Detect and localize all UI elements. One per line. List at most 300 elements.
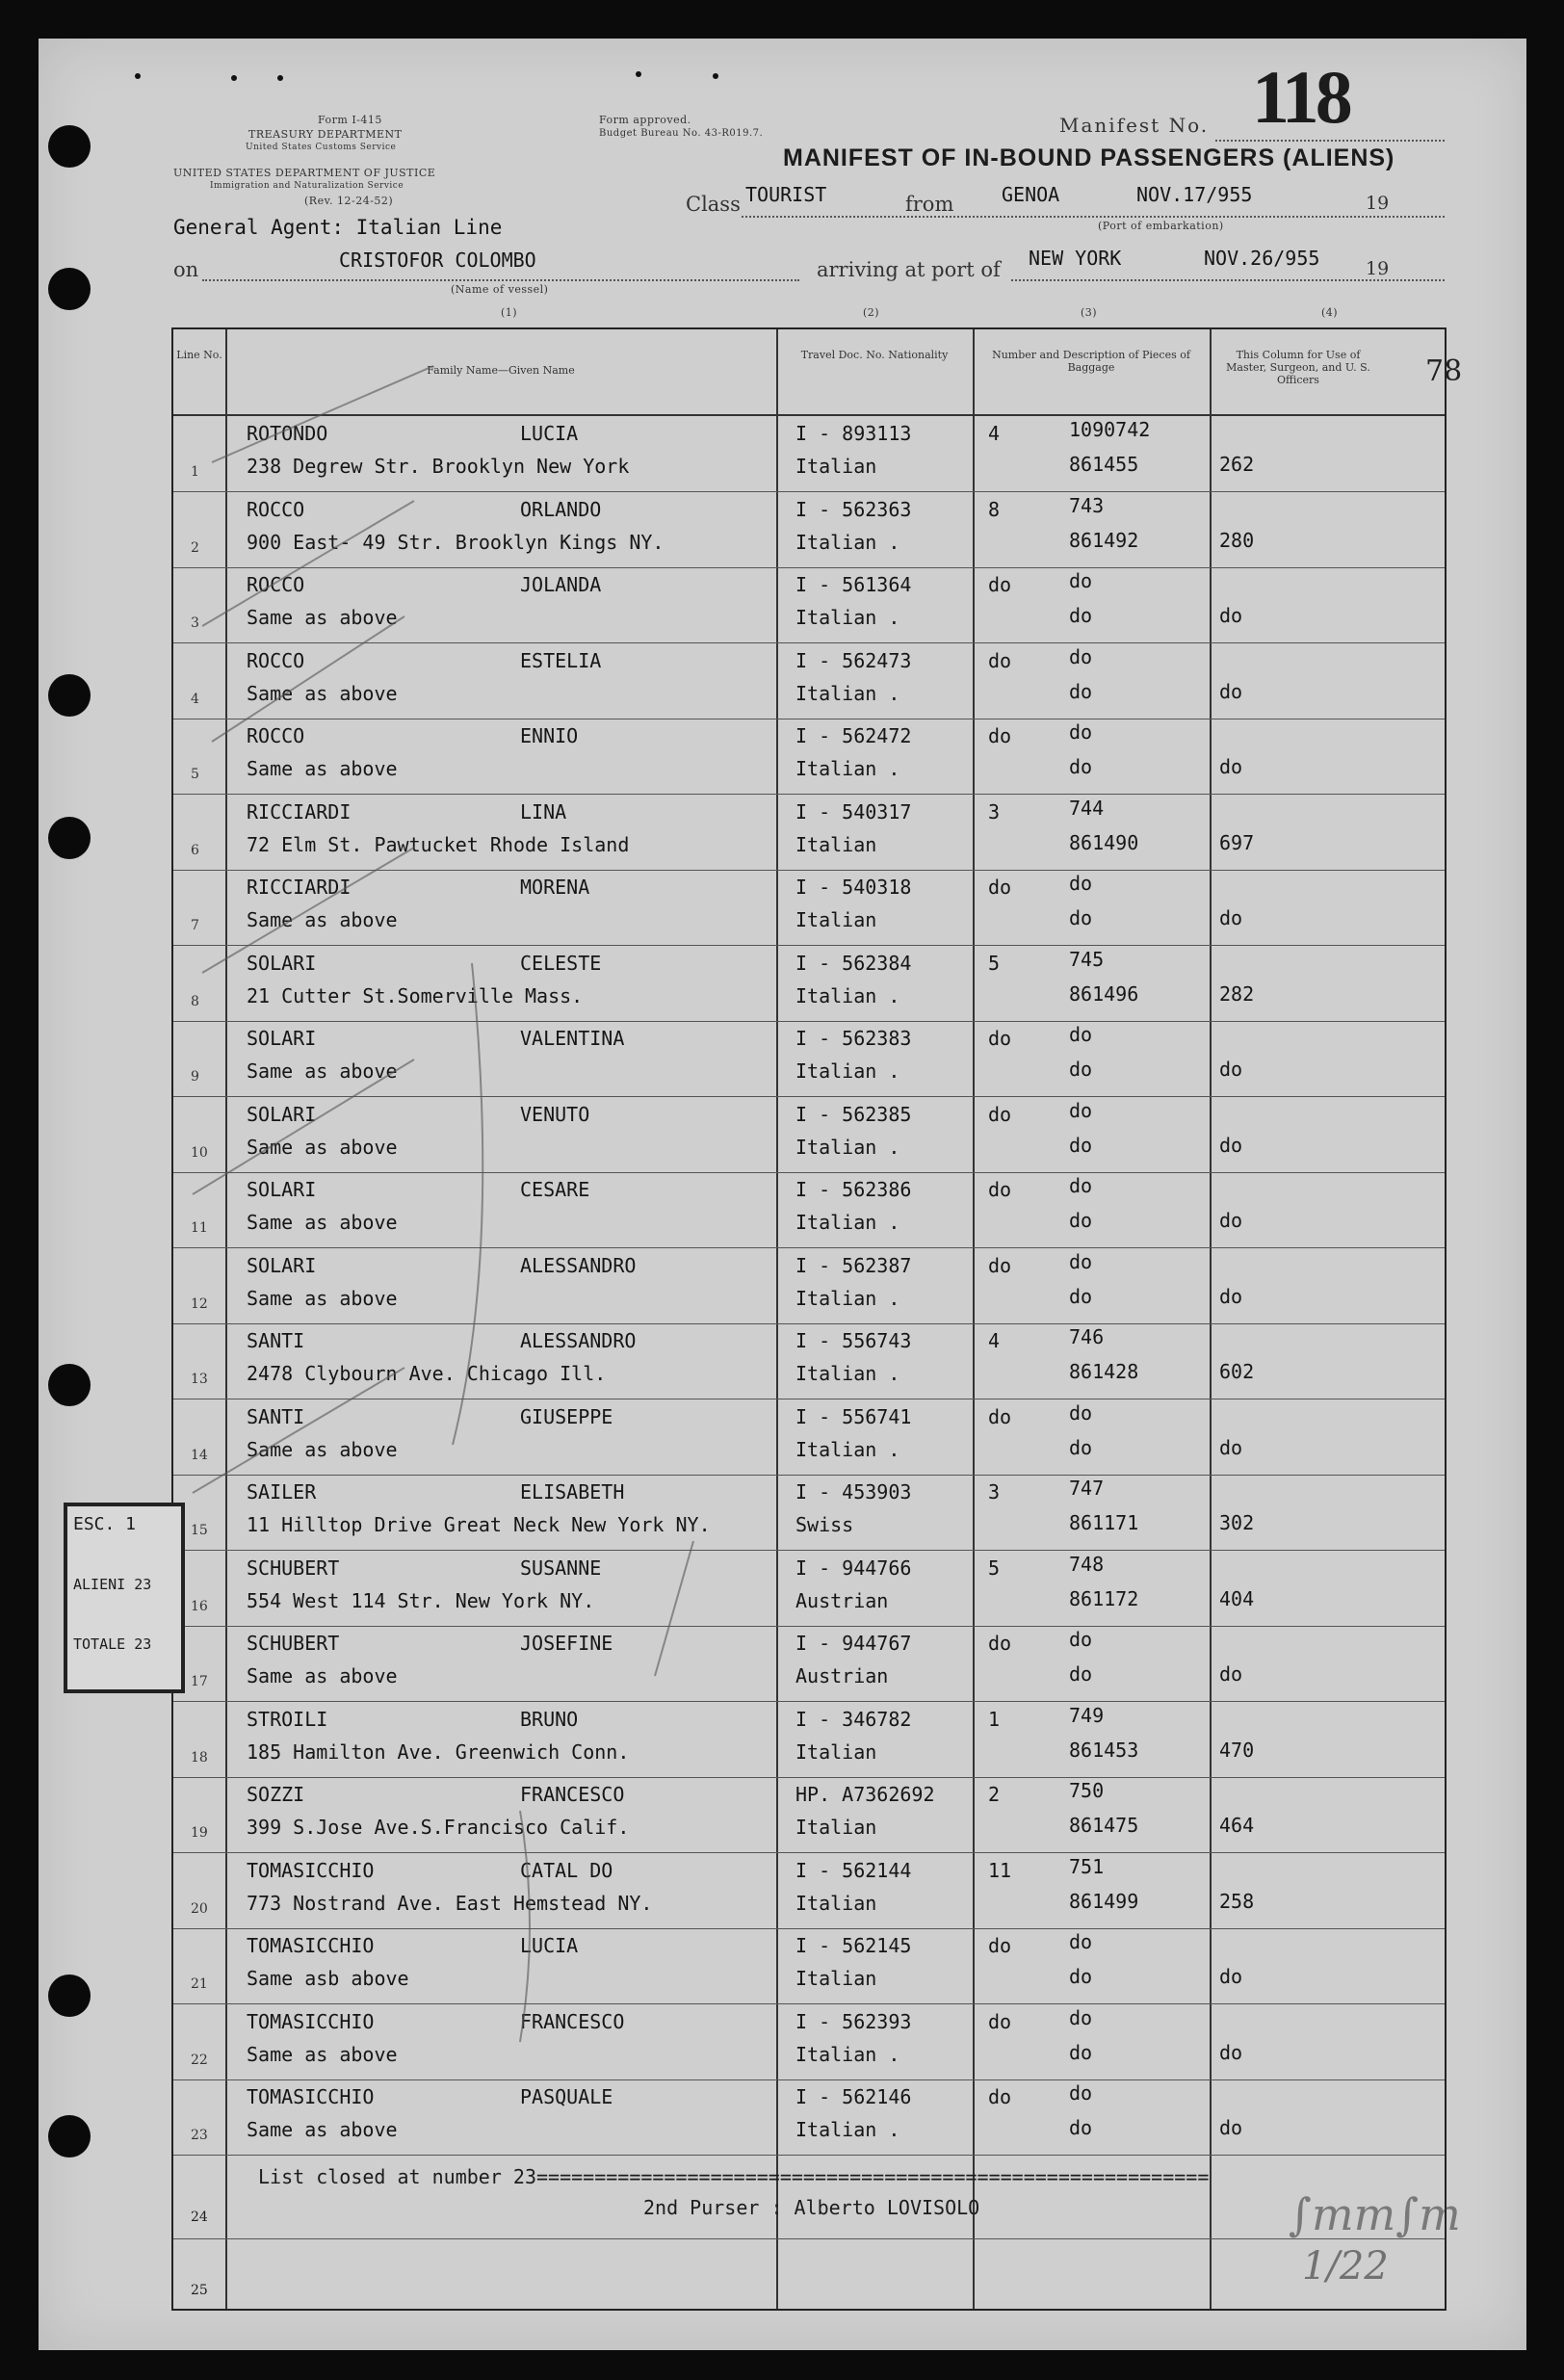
given-name: CESARE: [520, 1178, 590, 1201]
officer-note: 404: [1219, 1586, 1255, 1610]
baggage-number: do: [1069, 1400, 1093, 1425]
officer-note: do: [1219, 1133, 1243, 1157]
nationality: Swiss: [795, 1513, 854, 1536]
nationality: Italian .: [795, 681, 900, 705]
table-row: [173, 1172, 1445, 1248]
punch-hole: [48, 674, 91, 717]
baggage-claim: do: [1069, 755, 1093, 778]
travel-doc-number: HP. A7362692: [795, 1783, 935, 1806]
nationality: Italian .: [795, 1211, 900, 1234]
table-row: [173, 416, 1445, 492]
manifest-table: [171, 327, 1463, 2311]
travel-doc-number: I - 562385: [795, 1102, 912, 1126]
family-name: SOLARI: [247, 1178, 317, 1201]
table-row: [173, 946, 1445, 1022]
line-number: 13: [191, 1372, 208, 1387]
travel-doc-number: I - 562363: [795, 497, 912, 521]
column-number: (2): [863, 306, 880, 319]
address: 238 Degrew Str. Brooklyn New York: [247, 455, 630, 478]
given-name: ORLANDO: [520, 497, 602, 521]
nationality: Italian .: [795, 2042, 900, 2066]
family-name: TOMASICCHIO: [247, 2085, 375, 2108]
column-number: (1): [501, 306, 518, 319]
baggage-claim: 861499: [1069, 1889, 1139, 1913]
baggage-pieces: do: [988, 1632, 1012, 1655]
nationality: Italian: [795, 1891, 877, 1915]
baggage-number: do: [1069, 1174, 1093, 1197]
line-number: 15: [191, 1523, 208, 1538]
officer-note: 280: [1219, 528, 1255, 552]
line-number: 9: [191, 1069, 199, 1085]
ins-service: Immigration and Naturalization Service: [210, 181, 404, 191]
baggage-pieces: 2: [988, 1783, 1001, 1806]
address: Same as above: [247, 681, 398, 705]
officer-note: 602: [1219, 1360, 1255, 1383]
baggage-pieces: do: [988, 1253, 1012, 1277]
travel-doc-number: I - 944767: [795, 1632, 912, 1655]
address: Same as above: [247, 908, 398, 931]
baggage-number: do: [1069, 2005, 1093, 2029]
given-name: VALENTINA: [520, 1027, 625, 1050]
family-name: RICCIARDI: [247, 876, 352, 899]
officer-note: do: [1219, 2040, 1243, 2064]
officer-note: do: [1219, 906, 1243, 929]
officer-note: do: [1219, 1058, 1243, 1081]
family-name: SOLARI: [247, 1253, 317, 1277]
baggage-number: do: [1069, 1098, 1093, 1122]
officer-note: do: [1219, 1284, 1243, 1308]
nationality: Austrian: [795, 1588, 889, 1612]
baggage-claim: 861171: [1069, 1511, 1139, 1534]
family-name: ROCCO: [247, 497, 305, 521]
table-row: [173, 1777, 1445, 1853]
from-port: GENOA: [1002, 183, 1060, 206]
vessel-caption: (Name of vessel): [451, 283, 549, 296]
baggage-number: do: [1069, 2081, 1093, 2105]
nationality: Italian .: [795, 2118, 900, 2141]
col-head-officers: This Column for Use of Master, Surgeon, and U. S. Officers: [1226, 349, 1370, 386]
address: Same as above: [247, 1664, 398, 1687]
baggage-number: do: [1069, 569, 1093, 592]
table-row: [173, 1323, 1445, 1399]
family-name: SOLARI: [247, 1102, 317, 1126]
given-name: GIUSEPPE: [520, 1404, 613, 1428]
given-name: VENUTO: [520, 1102, 590, 1126]
family-name: SCHUBERT: [247, 1632, 340, 1655]
travel-doc-number: I - 562383: [795, 1027, 912, 1050]
line-number: 25: [191, 2283, 208, 2298]
arrival-port: NEW YORK: [1029, 247, 1122, 270]
nationality: Italian .: [795, 1135, 900, 1159]
baggage-number: 748: [1069, 1552, 1105, 1576]
line-number: 8: [191, 993, 199, 1009]
dotted-line: [202, 279, 799, 281]
officer-note: 470: [1219, 1738, 1255, 1762]
baggage-claim: do: [1069, 1133, 1093, 1157]
nationality: Italian .: [795, 606, 900, 629]
table-row: [173, 1021, 1445, 1097]
travel-doc-number: I - 556743: [795, 1329, 912, 1352]
line-number: 3: [191, 615, 199, 631]
list-closed-note: List closed at number 23==========================================================: [258, 2165, 1210, 2188]
officer-note: 697: [1219, 830, 1255, 854]
officer-note: 464: [1219, 1814, 1255, 1837]
column-number: (3): [1081, 306, 1098, 319]
family-name: ROTONDO: [247, 422, 328, 445]
nationality: Italian .: [795, 983, 900, 1007]
given-name: JOSEFINE: [520, 1632, 613, 1655]
baggage-number: 1090742: [1069, 418, 1151, 441]
address: 554 West 114 Str. New York NY.: [247, 1588, 595, 1612]
table-row: [173, 1853, 1445, 1929]
table-row: [173, 1702, 1445, 1778]
table-row: [173, 719, 1445, 795]
line-number: 2: [191, 539, 199, 556]
baggage-pieces: 1: [988, 1707, 1001, 1731]
address: Same as above: [247, 1135, 398, 1159]
baggage-claim: do: [1069, 604, 1093, 627]
baggage-number: 750: [1069, 1779, 1105, 1802]
baggage-claim: do: [1069, 1435, 1093, 1459]
baggage-claim: do: [1069, 1662, 1093, 1686]
baggage-claim: do: [1069, 906, 1093, 929]
given-name: ESTELIA: [520, 648, 602, 672]
baggage-number: do: [1069, 644, 1093, 668]
table-row: [173, 1626, 1445, 1702]
nationality: Italian: [795, 1739, 877, 1764]
baggage-pieces: do: [988, 1178, 1012, 1201]
baggage-pieces: do: [988, 648, 1012, 672]
speck: [713, 73, 718, 79]
line-number: 4: [191, 691, 199, 707]
baggage-claim: do: [1069, 2040, 1093, 2064]
line-number: 16: [191, 1598, 208, 1614]
family-name: SAILER: [247, 1480, 317, 1504]
address: Same asb above: [247, 1967, 409, 1990]
given-name: PASQUALE: [520, 2085, 613, 2108]
family-name: SANTI: [247, 1404, 305, 1428]
year-prefix: 19: [1366, 258, 1390, 279]
given-name: BRUNO: [520, 1707, 579, 1731]
travel-doc-number: I - 540317: [795, 799, 912, 824]
table-row: [173, 567, 1445, 643]
address: 185 Hamilton Ave. Greenwich Conn.: [247, 1739, 630, 1764]
port-embarkation-caption: (Port of embarkation): [1098, 220, 1224, 232]
line-number: 7: [191, 918, 199, 933]
baggage-pieces: do: [988, 1027, 1012, 1050]
nationality: Italian .: [795, 1286, 900, 1310]
line-number: 19: [191, 1825, 208, 1841]
baggage-claim: 861428: [1069, 1360, 1139, 1383]
travel-doc-number: I - 562393: [795, 2009, 912, 2033]
line-number: 11: [191, 1220, 208, 1236]
address: 21 Cutter St.Somerville Mass.: [247, 983, 584, 1007]
officer-note: do: [1219, 755, 1243, 778]
nationality: Italian: [795, 1816, 877, 1839]
baggage-claim: 861453: [1069, 1738, 1139, 1762]
family-name: TOMASICCHIO: [247, 1934, 375, 1957]
family-name: ROCCO: [247, 573, 305, 596]
address: 11 Hilltop Drive Great Neck New York NY.: [247, 1513, 711, 1536]
on-label: on: [173, 258, 199, 281]
travel-doc-number: I - 562146: [795, 2085, 912, 2108]
table-row: [173, 1399, 1445, 1476]
baggage-claim: 861172: [1069, 1586, 1139, 1610]
revision: (Rev. 12-24-52): [304, 195, 394, 207]
baggage-pieces: 4: [988, 422, 1001, 445]
form-approved: Form approved.: [599, 114, 691, 126]
table-row: [173, 2004, 1445, 2080]
address: Same as above: [247, 1286, 398, 1310]
baggage-pieces: do: [988, 573, 1012, 596]
manifest-title: MANIFEST OF IN-BOUND PASSENGERS (ALIENS): [783, 144, 1395, 171]
table-row: [173, 1475, 1445, 1551]
baggage-pieces: 3: [988, 1480, 1001, 1504]
punch-hole: [48, 1364, 91, 1406]
baggage-number: 749: [1069, 1703, 1105, 1727]
officer-note: do: [1219, 1209, 1243, 1232]
travel-doc-number: I - 561364: [795, 573, 912, 596]
given-name: JOLANDA: [520, 573, 602, 596]
address: Same as above: [247, 1059, 398, 1083]
punch-hole: [48, 2115, 91, 2158]
treasury-dept: TREASURY DEPARTMENT: [248, 128, 403, 141]
address: Same as above: [247, 606, 398, 629]
table-row: [173, 870, 1445, 946]
travel-doc-number: I - 893113: [795, 422, 912, 445]
punch-hole: [48, 268, 91, 310]
year-prefix: 19: [1366, 193, 1390, 214]
budget-bureau: Budget Bureau No. 43-R019.7.: [599, 128, 764, 139]
table-row: [173, 1551, 1445, 1627]
col-head-name: Family Name—Given Name: [427, 364, 575, 377]
baggage-number: do: [1069, 1930, 1093, 1953]
nationality: Italian: [795, 832, 877, 856]
family-name: ROCCO: [247, 648, 305, 672]
punch-hole: [48, 1975, 91, 2017]
vessel-name: CRISTOFOR COLOMBO: [339, 248, 536, 272]
speck: [277, 75, 283, 81]
alien-count-stamp: [64, 1503, 185, 1693]
general-agent: General Agent: Italian Line: [173, 216, 503, 239]
handwritten-initials: 1/22: [1302, 2244, 1389, 2288]
family-name: SOLARI: [247, 1027, 317, 1050]
family-name: SOLARI: [247, 951, 317, 975]
customs-service: United States Customs Service: [246, 143, 397, 152]
nationality: Austrian: [795, 1664, 889, 1687]
line-number: 17: [191, 1674, 208, 1689]
baggage-number: 751: [1069, 1854, 1105, 1878]
table-row: [173, 643, 1445, 719]
baggage-claim: 861455: [1069, 453, 1139, 476]
baggage-number: 746: [1069, 1325, 1105, 1348]
family-name: SANTI: [247, 1329, 305, 1352]
row-rule: [173, 2238, 1445, 2239]
travel-doc-number: I - 556741: [795, 1404, 912, 1428]
col-head-baggage: Number and Description of Pieces of Baggage: [992, 349, 1190, 374]
baggage-number: 747: [1069, 1477, 1105, 1500]
travel-doc-number: I - 562473: [795, 648, 912, 672]
class-value: TOURIST: [745, 183, 827, 206]
given-name: ALESSANDRO: [520, 1329, 637, 1352]
manifest-number: 118: [1252, 55, 1349, 139]
baggage-number: do: [1069, 720, 1093, 744]
address: 900 East- 49 Str. Brooklyn Kings NY.: [247, 530, 665, 554]
justice-dept: UNITED STATES DEPARTMENT OF JUSTICE: [173, 167, 436, 179]
col-head-doc: Travel Doc. No. Nationality: [800, 349, 949, 361]
officer-note: do: [1219, 679, 1243, 703]
baggage-pieces: 8: [988, 497, 1001, 521]
line-number: 12: [191, 1295, 208, 1312]
address: 399 S.Jose Ave.S.Francisco Calif.: [247, 1816, 630, 1839]
form-number: Form I-415: [318, 114, 382, 126]
baggage-pieces: 4: [988, 1329, 1001, 1352]
speck: [231, 75, 237, 81]
baggage-pieces: 11: [988, 1858, 1012, 1882]
stamp-aliens-line: ALIENI 23: [73, 1576, 152, 1593]
travel-doc-number: I - 562384: [795, 951, 912, 975]
from-date: NOV.17/955: [1136, 183, 1253, 206]
travel-doc-number: I - 346782: [795, 1707, 912, 1731]
purser-signature-line: 2nd Purser : Alberto LOVISOLO: [643, 2196, 980, 2219]
address: 773 Nostrand Ave. East Hemstead NY.: [247, 1891, 653, 1915]
baggage-claim: do: [1069, 1965, 1093, 1988]
arrival-date: NOV.26/955: [1204, 247, 1320, 270]
line-number: 21: [191, 1976, 208, 1992]
from-label: from: [905, 193, 954, 216]
table-row: [173, 492, 1445, 568]
nationality: Italian .: [795, 1362, 900, 1385]
arriving-label: arriving at port of: [817, 258, 1001, 281]
travel-doc-number: I - 562387: [795, 1253, 912, 1277]
nationality: Italian .: [795, 1059, 900, 1083]
given-name: FRANCESCO: [520, 2009, 625, 2033]
dotted-line: [1011, 279, 1445, 281]
officer-note: do: [1219, 2116, 1243, 2139]
baggage-claim: 861496: [1069, 981, 1139, 1006]
baggage-claim: do: [1069, 1284, 1093, 1308]
baggage-number: 743: [1069, 493, 1105, 517]
baggage-pieces: do: [988, 1404, 1012, 1428]
table-row: [173, 1248, 1445, 1324]
given-name: SUSANNE: [520, 1556, 602, 1580]
officer-note: do: [1219, 604, 1243, 627]
family-name: SCHUBERT: [247, 1556, 340, 1580]
nationality: Italian .: [795, 757, 900, 780]
travel-doc-number: I - 453903: [795, 1480, 912, 1504]
stamp-escort-line: ESC. 1: [73, 1514, 137, 1534]
stamp-total-line: TOTALE 23: [73, 1635, 152, 1653]
baggage-claim: do: [1069, 2116, 1093, 2139]
family-name: SOZZI: [247, 1783, 305, 1806]
baggage-pieces: do: [988, 1934, 1012, 1957]
line-number: 1: [191, 464, 199, 480]
given-name: LINA: [520, 799, 567, 824]
baggage-claim: do: [1069, 679, 1093, 703]
baggage-number: do: [1069, 1249, 1093, 1273]
baggage-pieces: 5: [988, 1556, 1001, 1580]
given-name: LUCIA: [520, 422, 579, 445]
nationality: Italian: [795, 455, 877, 478]
column-number: (4): [1321, 306, 1339, 319]
punch-hole: [48, 125, 91, 168]
handwritten-signature: ∫mm∫m: [1289, 2188, 1461, 2240]
family-name: ROCCO: [247, 724, 305, 747]
baggage-number: 745: [1069, 947, 1105, 971]
punch-hole: [48, 817, 91, 859]
address: Same as above: [247, 2118, 398, 2141]
line-number: 24: [191, 2210, 208, 2225]
baggage-claim: do: [1069, 1058, 1093, 1081]
baggage-number: 744: [1069, 796, 1105, 820]
travel-doc-number: I - 562144: [795, 1858, 912, 1882]
table-row: [173, 1097, 1445, 1173]
line-number: 14: [191, 1447, 208, 1463]
travel-doc-number: I - 562472: [795, 724, 912, 747]
baggage-pieces: do: [988, 2009, 1012, 2033]
address: Same as above: [247, 2042, 398, 2066]
address: Same as above: [247, 1437, 398, 1461]
baggage-claim: do: [1069, 1209, 1093, 1232]
family-name: TOMASICCHIO: [247, 2009, 375, 2033]
family-name: TOMASICCHIO: [247, 1858, 375, 1882]
officer-note: 258: [1219, 1889, 1255, 1913]
baggage-number: do: [1069, 872, 1093, 895]
given-name: MORENA: [520, 876, 590, 899]
address: Same as above: [247, 757, 398, 780]
baggage-pieces: do: [988, 2085, 1012, 2108]
table-row: [173, 2079, 1445, 2156]
table-row: [173, 795, 1445, 871]
officer-note: 302: [1219, 1511, 1255, 1534]
baggage-number: do: [1069, 1023, 1093, 1046]
nationality: Italian: [795, 1967, 877, 1990]
officer-note: do: [1219, 1662, 1243, 1686]
given-name: LUCIA: [520, 1934, 579, 1957]
nationality: Italian: [795, 908, 877, 931]
travel-doc-number: I - 562386: [795, 1178, 912, 1201]
travel-doc-number: I - 944766: [795, 1556, 912, 1580]
side-note: 78: [1425, 354, 1463, 388]
travel-doc-number: I - 562145: [795, 1934, 912, 1957]
address: 72 Elm St. Pawtucket Rhode Island: [247, 832, 630, 856]
line-number: 23: [191, 2128, 208, 2143]
col-head-line: Line No.: [176, 349, 222, 361]
line-number: 6: [191, 842, 199, 858]
officer-note: do: [1219, 1965, 1243, 1988]
baggage-pieces: do: [988, 724, 1012, 747]
line-number: 20: [191, 1900, 208, 1917]
baggage-pieces: 5: [988, 951, 1001, 975]
given-name: ENNIO: [520, 724, 579, 747]
given-name: CATAL DO: [520, 1858, 613, 1882]
baggage-claim: 861475: [1069, 1814, 1139, 1837]
manifest-no-label: Manifest No.: [1059, 114, 1210, 137]
family-name: STROILI: [247, 1707, 328, 1731]
baggage-pieces: do: [988, 876, 1012, 899]
baggage-claim: 861492: [1069, 528, 1139, 552]
officer-note: 262: [1219, 453, 1255, 476]
table-row: [173, 1928, 1445, 2004]
address: 2478 Clybourn Ave. Chicago Ill.: [247, 1362, 607, 1385]
dotted-line: [742, 216, 1445, 218]
given-name: FRANCESCO: [520, 1783, 625, 1806]
baggage-claim: 861490: [1069, 830, 1139, 854]
baggage-pieces: 3: [988, 799, 1001, 824]
family-name: RICCIARDI: [247, 799, 352, 824]
line-number: 5: [191, 767, 199, 782]
baggage-number: do: [1069, 1628, 1093, 1651]
